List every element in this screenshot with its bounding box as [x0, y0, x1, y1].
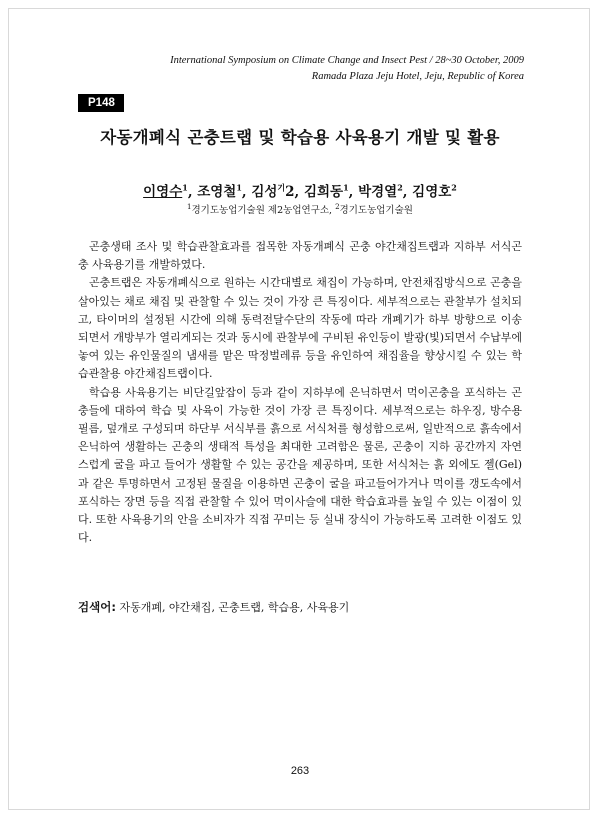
author-sup: 1: [236, 182, 242, 193]
author-sup: 1: [182, 182, 188, 193]
paper-title: 자동개폐식 곤충트랩 및 학습용 사육용기 개발 및 활용: [100, 128, 500, 147]
author-sep: 2,: [285, 184, 304, 200]
affiliations: [0, 202, 600, 216]
keywords-label: 검색어:: [78, 600, 116, 614]
author-name: 김희동: [303, 184, 344, 200]
author-list: [0, 180, 600, 200]
keywords-text: 자동개폐, 야간채집, 곤충트랩, 학습용, 사육용기: [119, 601, 350, 614]
author-sup: 1: [343, 182, 349, 193]
author-sep: ,: [402, 184, 413, 200]
author-name: 조영철: [197, 184, 237, 200]
author-sep: ,: [348, 184, 359, 200]
abstract-paragraph: 곤충생태 조사 및 학습관찰효과를 접목한 자동개폐식 곤충 야간채집트랩과 지하부 서식곤충 사육용기를 개발하였다.: [78, 240, 522, 272]
affiliation-sup: 1: [187, 202, 192, 211]
keywords: [78, 599, 349, 615]
affiliation-1: 경기도농업기술원 제2농업연구소,: [191, 205, 336, 216]
conference-header: [170, 53, 524, 85]
header-line-1: International Symposium on Climate Change and Insect Pest / 28~30 October, 2009: [170, 55, 524, 66]
page-number: 263: [290, 765, 310, 777]
abstract-body: [78, 238, 522, 547]
author-name: 박경열: [358, 184, 398, 200]
abstract-paragraph: 곤충트랩은 자동개폐식으로 원하는 시간대별로 채집이 가능하며, 안전채집방식으로 곤충을 살아있는 채로 채집 및 관찰할 수 있는 것이 가장 큰 특징이다. 세부적으로는 관찰부가 설치되고, 타이머의 설정된 시간에 의해 동력전달수단의 작동에 따라 개폐기가 하부 방향으로 이송되면서 개방부가 열리게되는 것과 동시에 관찰부에 구비된 유인등이 발광(빛)되면서 수납부에 놓여 있는 유인물질의 냄새를 맡은 딱정벌레류 등을 유인하여 채집율을 향상시킬 수 있는 학습관찰용 야간채집트랩이다.: [78, 276, 522, 381]
affiliation-2: 경기도농업기술원: [339, 205, 413, 216]
author-name: 이영수: [143, 184, 183, 200]
author-name: 김성: [251, 184, 278, 200]
poster-badge: P148: [78, 94, 124, 112]
abstract-paragraph: 학습용 사육용기는 비단길앞잡이 등과 같이 지하부에 은닉하면서 먹이곤충을 포식하는 곤충들에 대하여 학습 및 사육이 가능한 것이 가장 큰 특징이다. 세부적으로는 하우징, 방수용 필름, 덮개로 구성되며 하단부 서식부를 흙으로 서식처를 형성함으로써, 일반적으로 흙속에서 은닉하여 생활하는 곤충의 생태적 특성을 최대한 고려함은 물론, 곤충이 지하 공간까지 자연스럽게 굴을 파고 들어가 생활할 수 있는 공간을 제공하며, 또한 서식처는 흙 외에도 젤(Gel)과 같은 투명하면서 고정된 물질을 이용하면 곤충이 굴을 파고들어가거나 먹이를 갱도속에서 포식하는 장면 등을 직접 관찰할 수 있어 먹이사슬에 대한 학습효과를 높일 수 있는 이점이 있다. 또한 사육용기의 안을 소비자가 직접 꾸미는 등 실내 장식이 가능하도록 고려한 이점도 있다.: [78, 385, 522, 545]
author-sup: 2: [397, 182, 403, 193]
affiliation-sup: 2: [335, 202, 340, 211]
author-name: 김영호: [412, 184, 452, 200]
author-sup: 기: [277, 182, 286, 193]
header-line-2: Ramada Plaza Jeju Hotel, Jeju, Republic of Korea: [311, 71, 524, 82]
author-sup: 2: [451, 182, 457, 193]
author-sep: ,: [241, 184, 252, 200]
author-sep: ,: [187, 184, 198, 200]
